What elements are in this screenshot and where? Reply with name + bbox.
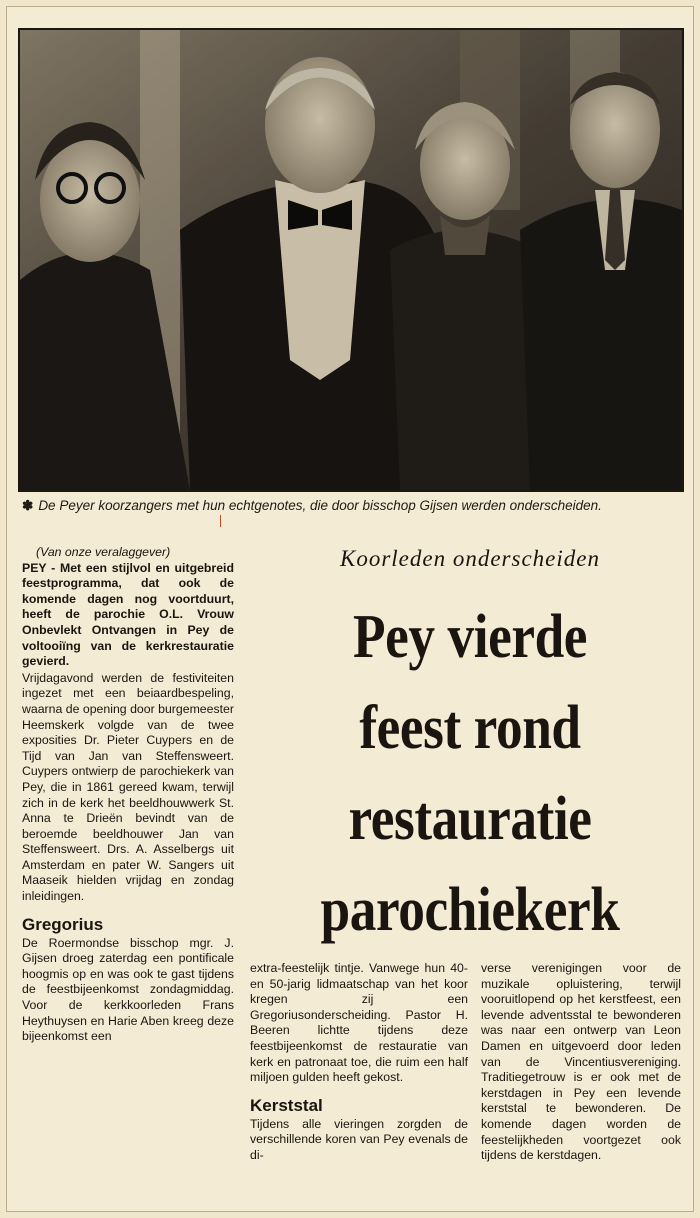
kicker: Koorleden onderscheiden (340, 546, 600, 571)
headline-line-4: parochiekerk (320, 876, 620, 944)
byline: (Van onze veralaggever) (36, 545, 171, 559)
photo-icon (20, 30, 682, 490)
caption-text: De Peyer koorzangers met hun echtgenotes, die door bisschop Gijsen werden onderscheiden. (38, 498, 602, 513)
paragraph-bishop: De Roermondse bisschop mgr. J. Gijsen droeg zaterdag een pontificale hoogmis op en was ook te gast tijdens de feestbijeenkomst zondagmiddag. Voor de kerkkoorleden Frans Heythuysen en Harie Aben kreeg deze bijeenkomst een (22, 935, 234, 1044)
news-photo (18, 28, 684, 492)
article-column-middle (250, 960, 468, 1164)
headline-line-2: feest rond (359, 694, 581, 762)
headline (250, 592, 690, 956)
subhead-kerststal: Kerststal (250, 1095, 323, 1115)
headline-line-1: Pey vierde (352, 603, 588, 671)
paragraph-gregorius-award: extra-feestelijk tintje. Vanwege hun 40- en 50-jarig lidmaatschap van het koor kregen zij een Gregoriusonderscheiding. Pastor H. Beeren lichtte tijdens deze feestbijeenkomst de restauratie van kerk en patronaat toe, die ruim een half miljoen gulden heeft gekost. (250, 961, 468, 1085)
subhead-gregorius: Gregorius (22, 914, 104, 934)
article-column-right (481, 960, 681, 1164)
paragraph-festivities: Vrijdagavond werden de festiviteiten ingezet met een beiaardbespeling, waarna de opening door burgemeester Heemskerk volgde van de twee exposities Dr. Pieter Cuypers en de Tijd van Jan van Steffensweert. Cuypers ontwierp de parochiekerk van Pey, die in 1861 gereed kwam, terwijl zich in de kerk het beeldhouwwerk St. Anna te Drieën bevindt van de beroemde beeldhouwer Jan van Steffensweert. Drs. A. Asselbergs uit Amsterdam en pater W. Sangers uit Maaseik hielden vrijdag en zondag inleidingen. (22, 670, 234, 904)
red-tick-mark (220, 515, 221, 527)
article-column-left (22, 545, 234, 1045)
article-lead: PEY - Met een stijlvol en uitgebreid feestprogramma, dat ook de komende dagen nog voortduurt, heeft de parochie O.L. Vrouw Onbevlekt Ontvangen in Pey de voltooiïng van de kerkrestauratie gevierd. (22, 560, 234, 669)
photo-caption (22, 497, 682, 514)
paragraph-kerststal: verse verenigingen voor de muzikale opluistering, terwijl vooruitlopend op het kerstfeest, een levende adventsstal te bewonderen was naar een ontwerp van Leon Damen en uitgevoerd door leden van de Vincentiusvereniging. Traditiegetrouw is er ook met de kerstdagen in Pey een levende kerststal te bewonderen. De komende dagen worden de feestelijkheden voortgezet ook tijdens de kerstdagen. (481, 961, 681, 1163)
headline-line-3: restauratie (348, 785, 592, 853)
paragraph-vieringen: Tijdens alle vieringen zorgden de verschillende koren van Pey evenals de di- (250, 1116, 468, 1162)
caption-marker: ✽ (22, 498, 34, 513)
